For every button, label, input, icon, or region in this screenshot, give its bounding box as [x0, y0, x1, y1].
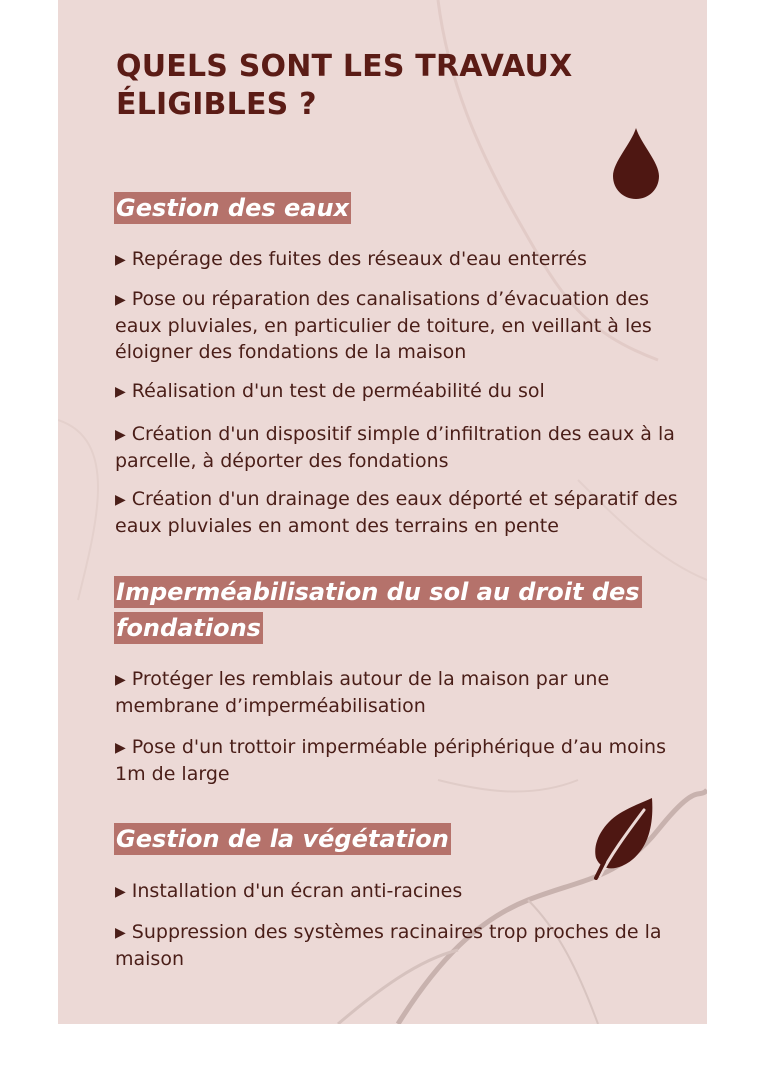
- bullet-arrow-icon: ▶: [115, 427, 126, 443]
- bullet-arrow-icon: ▶: [115, 925, 126, 941]
- section-heading-vegetation: Gestion de la végétation: [116, 825, 449, 853]
- list-item: ▶ Protéger les remblais autour de la maison par une membrane d’imperméabilisation: [115, 668, 610, 717]
- list-item: ▶ Création d'un drainage des eaux déporté et séparatif des eaux pluviales en amont des terrains en pente: [115, 488, 678, 537]
- list-item: ▶ Installation d'un écran anti-racines: [115, 878, 700, 905]
- bullet-arrow-icon: ▶: [115, 292, 126, 308]
- leaf-icon: [592, 796, 658, 880]
- list-item: ▶ Pose d'un trottoir imperméable périphérique d’au moins 1m de large: [115, 736, 666, 785]
- bullet-arrow-icon: ▶: [115, 672, 126, 688]
- bullet-arrow-icon: ▶: [115, 884, 126, 900]
- list-item: ▶ Pose ou réparation des canalisations d’évacuation des eaux pluviales, en particulier de toiture, en veillant à les éloigner des fondations de la maison: [115, 288, 652, 363]
- bullet-arrow-icon: ▶: [115, 492, 126, 508]
- info-card: [58, 0, 707, 1024]
- bullet-arrow-icon: ▶: [115, 740, 126, 756]
- section-heading-waterproofing: Imperméabilisation du sol au droit des fondations: [116, 578, 640, 642]
- water-drop-icon: [611, 128, 661, 200]
- list-item: ▶ Réalisation d'un test de perméabilité du sol: [115, 378, 700, 405]
- list-item: ▶ Création d'un dispositif simple d’infiltration des eaux à la parcelle, à déporter des fondations: [115, 423, 675, 472]
- bullet-arrow-icon: ▶: [115, 252, 126, 268]
- list-item: ▶ Repérage des fuites des réseaux d'eau enterrés: [115, 246, 700, 273]
- list-item: ▶ Suppression des systèmes racinaires trop proches de la maison: [115, 921, 662, 970]
- bullet-arrow-icon: ▶: [115, 384, 126, 400]
- section-heading-water: Gestion des eaux: [116, 194, 350, 222]
- page-title: QUELS SONT LES TRAVAUX ÉLIGIBLES ?: [116, 49, 573, 122]
